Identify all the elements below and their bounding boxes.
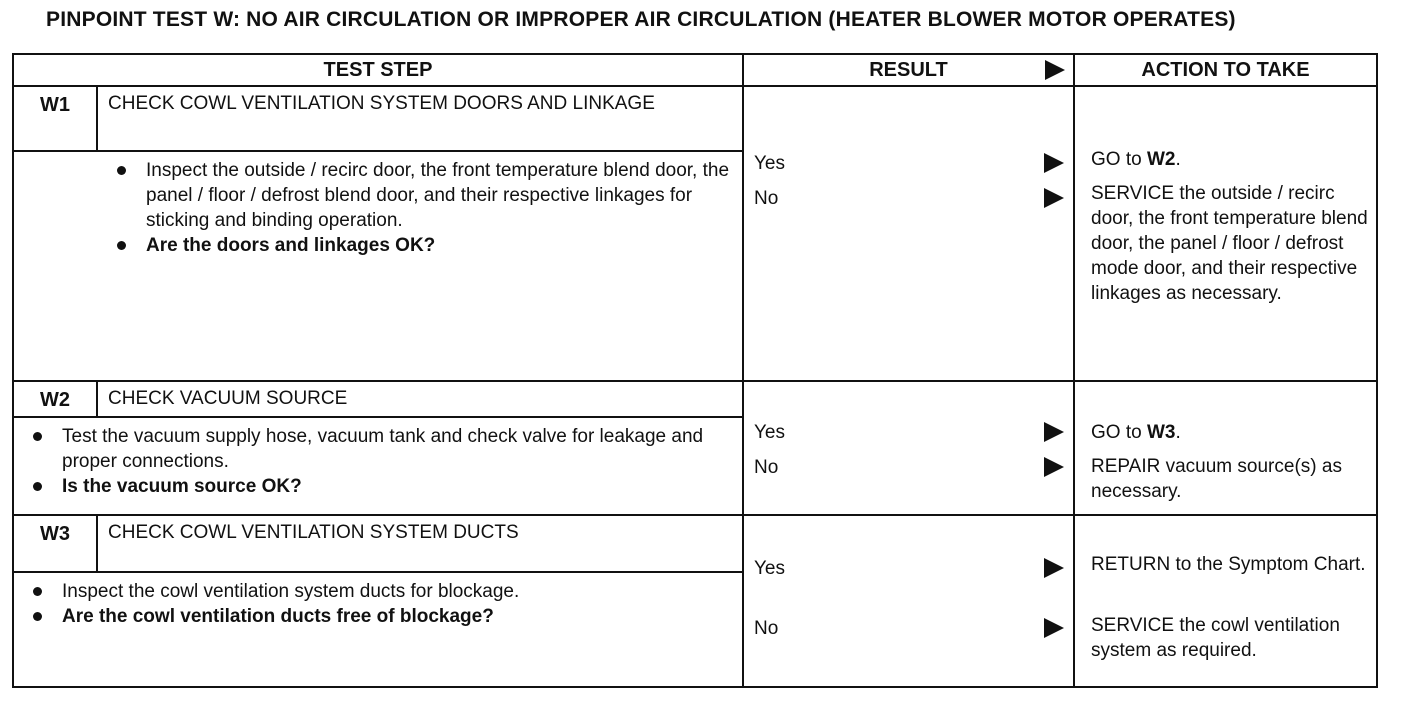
step-title: CHECK COWL VENTILATION SYSTEM DOORS AND LINKAGE: [97, 86, 743, 151]
result-line: [754, 455, 778, 480]
right-arrow-icon: [1044, 422, 1064, 442]
pinpoint-test-table: [12, 53, 1378, 688]
result-value: Yes: [754, 558, 785, 579]
step-title: CHECK VACUUM SOURCE: [97, 381, 743, 417]
action-text: RETURN to the Symptom Chart.: [1091, 554, 1366, 575]
action-text: GO to W3.: [1091, 422, 1181, 443]
page-title: PINPOINT TEST W: NO AIR CIRCULATION OR IMPROPER AIR CIRCULATION (HEATER BLOWER MOTOR OPERATES): [46, 8, 1236, 31]
action-cell: [1074, 381, 1377, 515]
question-item: Are the doors and linkages OK?: [146, 233, 732, 258]
header-test-step: TEST STEP: [13, 54, 743, 86]
action-cell: [1074, 515, 1377, 687]
step-id: W3: [13, 515, 97, 572]
step-row-w2: [13, 381, 1377, 417]
result-line: [754, 420, 785, 445]
instruction-item: Test the vacuum supply hose, vacuum tank and check valve for leakage and proper connections.: [62, 424, 732, 474]
step-row-w1: [13, 86, 1377, 151]
result-value: Yes: [754, 422, 785, 443]
result-cell: [743, 86, 1074, 381]
step-row-w3: [13, 515, 1377, 572]
result-line: [754, 556, 785, 581]
action-text: SERVICE the cowl ventilation system as required.: [1091, 615, 1340, 661]
result-cell: [743, 381, 1074, 515]
action-cell: [1074, 86, 1377, 381]
right-arrow-icon: [1044, 618, 1064, 638]
result-value: Yes: [754, 153, 785, 174]
right-arrow-icon: [1045, 60, 1065, 80]
step-instructions: [13, 151, 743, 381]
step-id: W1: [13, 86, 97, 151]
question-item: Is the vacuum source OK?: [62, 474, 732, 499]
result-value: No: [754, 618, 779, 639]
right-arrow-icon: [1044, 153, 1064, 173]
result-line: [754, 186, 778, 211]
step-id: W2: [13, 381, 97, 417]
result-value: No: [754, 188, 779, 209]
header-row: [13, 54, 1377, 86]
right-arrow-icon: [1044, 457, 1064, 477]
header-result-label: RESULT: [869, 58, 948, 81]
instruction-item: Inspect the cowl ventilation system ducts for blockage.: [62, 579, 732, 604]
header-action: ACTION TO TAKE: [1074, 54, 1377, 86]
action-text: GO to W2.: [1091, 149, 1181, 170]
step-title: CHECK COWL VENTILATION SYSTEM DUCTS: [97, 515, 743, 572]
result-line: [754, 151, 785, 176]
result-line: [754, 616, 778, 641]
right-arrow-icon: [1044, 558, 1064, 578]
result-cell: [743, 515, 1074, 687]
instruction-item: Inspect the outside / recirc door, the front temperature blend door, the panel / floor / defrost blend door, and their respective linkages for sticking and binding operation.: [146, 158, 732, 233]
action-text: REPAIR vacuum source(s) as necessary.: [1091, 456, 1342, 502]
question-item: Are the cowl ventilation ducts free of blockage?: [62, 604, 732, 629]
action-text: SERVICE the outside / recirc door, the front temperature blend door, the panel / floor / defrost mode door, and their respective linkages as necessary.: [1091, 183, 1368, 304]
header-result: [743, 54, 1074, 86]
right-arrow-icon: [1044, 188, 1064, 208]
step-instructions: [13, 572, 743, 687]
result-value: No: [754, 457, 779, 478]
step-instructions: [13, 417, 743, 515]
